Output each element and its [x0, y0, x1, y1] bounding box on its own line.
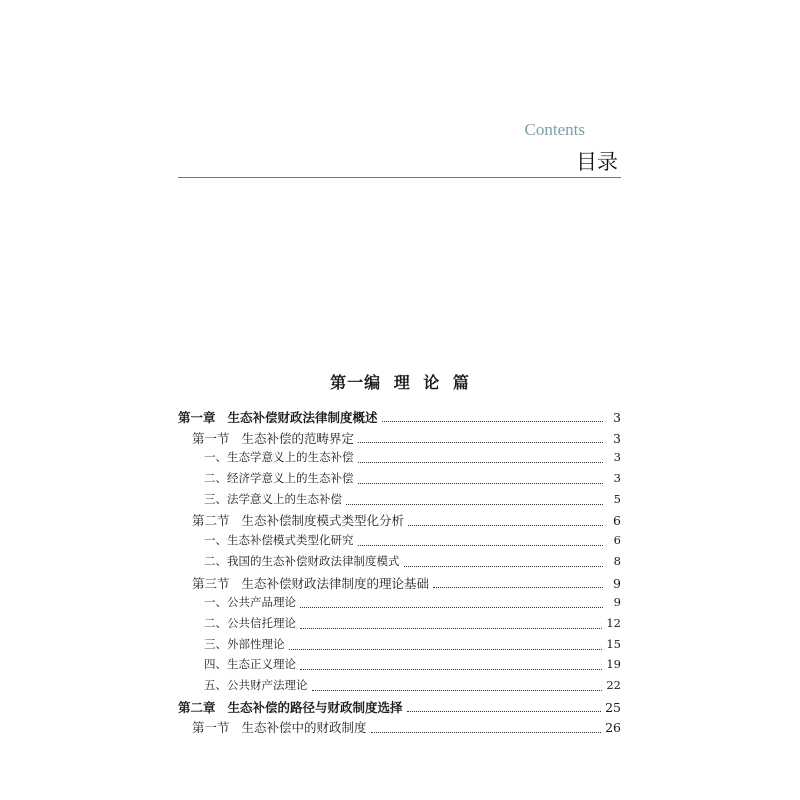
leader-dots — [312, 684, 603, 691]
part-title-char: 理 — [393, 373, 411, 392]
toc-entry-subsection[interactable] — [178, 677, 621, 698]
leader-dots — [358, 435, 603, 443]
part-title-char: 论 — [423, 373, 441, 392]
toc-entry-page: 9 — [613, 575, 621, 591]
leader-dots — [300, 663, 602, 670]
leader-dots — [358, 456, 604, 463]
toc-entry-subsection[interactable] — [178, 449, 621, 470]
toc-entry-subsection[interactable] — [178, 470, 621, 491]
toc-entry-title: 二、经济学意义上的生态补偿 — [204, 471, 354, 486]
part-title-char: 篇 — [452, 373, 470, 392]
toc-entry-number: 第一节 — [192, 720, 230, 736]
leader-dots — [404, 560, 604, 567]
leader-dots — [358, 477, 604, 484]
toc-entry-title: 生态补偿的路径与财政制度选择 — [227, 699, 403, 715]
leader-dots — [408, 518, 603, 526]
toc-entry-section[interactable] — [178, 574, 621, 595]
toc-entry-number: 第二章 — [178, 699, 216, 715]
table-of-contents — [178, 408, 621, 739]
toc-entry-title: 三、外部性理论 — [204, 636, 285, 651]
toc-entry-title: 三、法学意义上的生态补偿 — [204, 491, 342, 506]
leader-dots — [346, 497, 603, 504]
toc-entry-page: 5 — [613, 491, 621, 506]
toc-entry-title: 生态补偿的范畴界定 — [241, 430, 355, 446]
toc-entry-number: 第三节 — [192, 575, 230, 591]
toc-entry-title: 一、生态学意义上的生态补偿 — [204, 450, 354, 465]
toc-entry-title: 四、生态正义理论 — [204, 657, 296, 672]
contents-heading-zh: 目录 — [576, 150, 618, 174]
toc-entry-title: 一、生态补偿模式类型化研究 — [204, 533, 354, 548]
toc-entry-section[interactable] — [178, 718, 621, 739]
toc-entry-number: 第一章 — [178, 410, 216, 425]
toc-entry-page: 22 — [606, 677, 621, 692]
toc-entry-title: 生态补偿中的财政制度 — [241, 720, 367, 736]
leader-dots — [289, 642, 603, 649]
part-title — [0, 370, 800, 393]
toc-entry-page: 25 — [605, 699, 621, 715]
toc-entry-page: 15 — [606, 636, 621, 651]
toc-entry-subsection[interactable] — [178, 491, 621, 512]
toc-entry-number: 第一节 — [192, 430, 230, 446]
toc-entry-chapter[interactable] — [178, 698, 621, 719]
toc-entry-page: 26 — [605, 720, 621, 736]
toc-entry-page: 8 — [613, 553, 621, 568]
toc-entry-subsection[interactable] — [178, 532, 621, 553]
toc-entry-subsection[interactable] — [178, 594, 621, 615]
toc-entry-title: 生态补偿财政法律制度的理论基础 — [241, 575, 430, 591]
header-rule — [178, 177, 621, 178]
toc-entry-title: 五、公共财产法理论 — [204, 677, 308, 692]
toc-entry-subsection[interactable] — [178, 636, 621, 657]
toc-entry-section[interactable] — [178, 511, 621, 532]
contents-heading-en: Contents — [524, 120, 585, 139]
part-title-part: 第一编 — [330, 373, 382, 392]
toc-entry-section[interactable] — [178, 429, 621, 450]
toc-entry-page: 12 — [606, 615, 621, 630]
toc-entry-title: 生态补偿财政法律制度概述 — [227, 410, 378, 425]
toc-entry-title: 二、公共信托理论 — [204, 615, 296, 630]
leader-dots — [358, 539, 604, 546]
toc-entry-page: 3 — [613, 450, 621, 465]
toc-entry-chapter[interactable] — [178, 408, 621, 429]
leader-dots — [433, 580, 603, 588]
toc-entry-page: 6 — [613, 533, 621, 548]
leader-dots — [300, 601, 603, 608]
toc-entry-page: 19 — [606, 657, 621, 672]
toc-entry-subsection[interactable] — [178, 656, 621, 677]
leader-dots — [382, 414, 603, 422]
toc-entry-page: 3 — [613, 410, 621, 425]
toc-entry-page: 6 — [613, 513, 621, 529]
toc-entry-number: 第二节 — [192, 513, 230, 529]
leader-dots — [407, 704, 602, 712]
toc-entry-title: 一、公共产品理论 — [204, 595, 296, 610]
toc-entry-page: 3 — [613, 430, 621, 446]
leader-dots — [300, 622, 602, 629]
toc-entry-subsection[interactable] — [178, 615, 621, 636]
toc-entry-page: 3 — [613, 471, 621, 486]
toc-entry-title: 二、我国的生态补偿财政法律制度模式 — [204, 553, 400, 568]
toc-entry-title: 生态补偿制度模式类型化分析 — [241, 513, 405, 529]
toc-entry-subsection[interactable] — [178, 553, 621, 574]
toc-entry-page: 9 — [613, 595, 621, 610]
leader-dots — [371, 725, 602, 733]
